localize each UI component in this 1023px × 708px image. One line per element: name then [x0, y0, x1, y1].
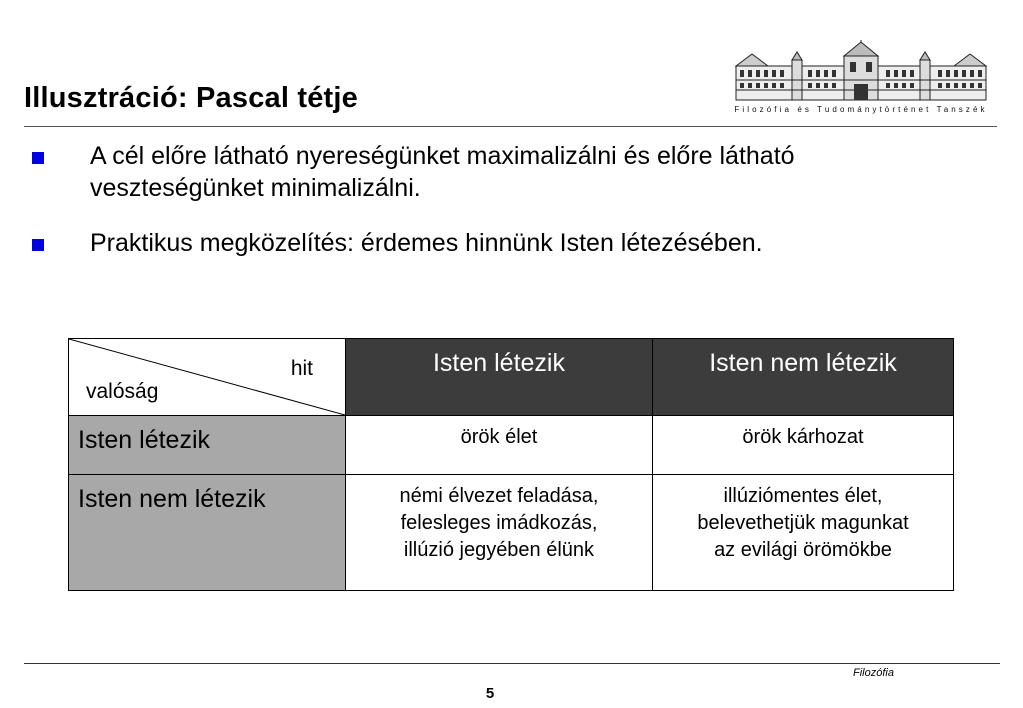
table-corner-cell [69, 339, 346, 416]
cell-text-line: felesleges imádkozás, [400, 512, 598, 534]
table-row [69, 416, 954, 475]
footer-divider [24, 663, 1000, 664]
corner-label-valosag: valóság [86, 380, 159, 403]
slide-title: Illusztráció: Pascal tétje [24, 82, 358, 114]
table-cell [653, 416, 954, 475]
cell-text-line: illúzió jegyében élünk [403, 539, 595, 561]
cell-text-line: belevethetjük magunkat [697, 512, 909, 534]
table-header-row [69, 339, 954, 416]
logo-caption: Filozófia és Tudománytörténet Tanszék [734, 105, 988, 114]
cell-text-line: illúziómentes élet, [723, 485, 883, 507]
cell-text-line: örök kárhozat [742, 426, 864, 448]
corner-label-hit: hit [290, 357, 313, 380]
building-illustration [732, 40, 990, 102]
column-header: Isten nem létezik [653, 339, 954, 416]
page-number: 5 [485, 685, 495, 702]
cell-text-line: örök élet [460, 426, 538, 448]
row-header: Isten létezik [69, 416, 346, 475]
bullet-text-line: veszteségünket minimalizálni. [90, 174, 421, 202]
footer-label: Filozófia [853, 667, 894, 679]
bullet-item [30, 227, 990, 259]
cell-text-line: némi élvezet feladása, [399, 485, 599, 507]
table-cell [653, 475, 954, 591]
university-logo [732, 40, 990, 114]
table-cell [346, 416, 653, 475]
square-bullet-icon [32, 152, 44, 164]
column-header: Isten létezik [346, 339, 653, 416]
pascal-wager-table [68, 338, 954, 591]
row-header: Isten nem létezik [69, 475, 346, 591]
bullet-text-line: A cél előre látható nyereségünket maximalizálni és előre látható [90, 142, 795, 170]
square-bullet-icon [32, 239, 44, 251]
table-cell [346, 475, 653, 591]
bullet-item [30, 140, 990, 204]
table-row [69, 475, 954, 591]
bullet-text-line: Praktikus megközelítés: érdemes hinnünk Isten létezésében. [90, 229, 763, 257]
cell-text-line: az evilági örömökbe [714, 539, 892, 561]
title-divider [24, 126, 997, 127]
bullet-list [30, 140, 990, 282]
